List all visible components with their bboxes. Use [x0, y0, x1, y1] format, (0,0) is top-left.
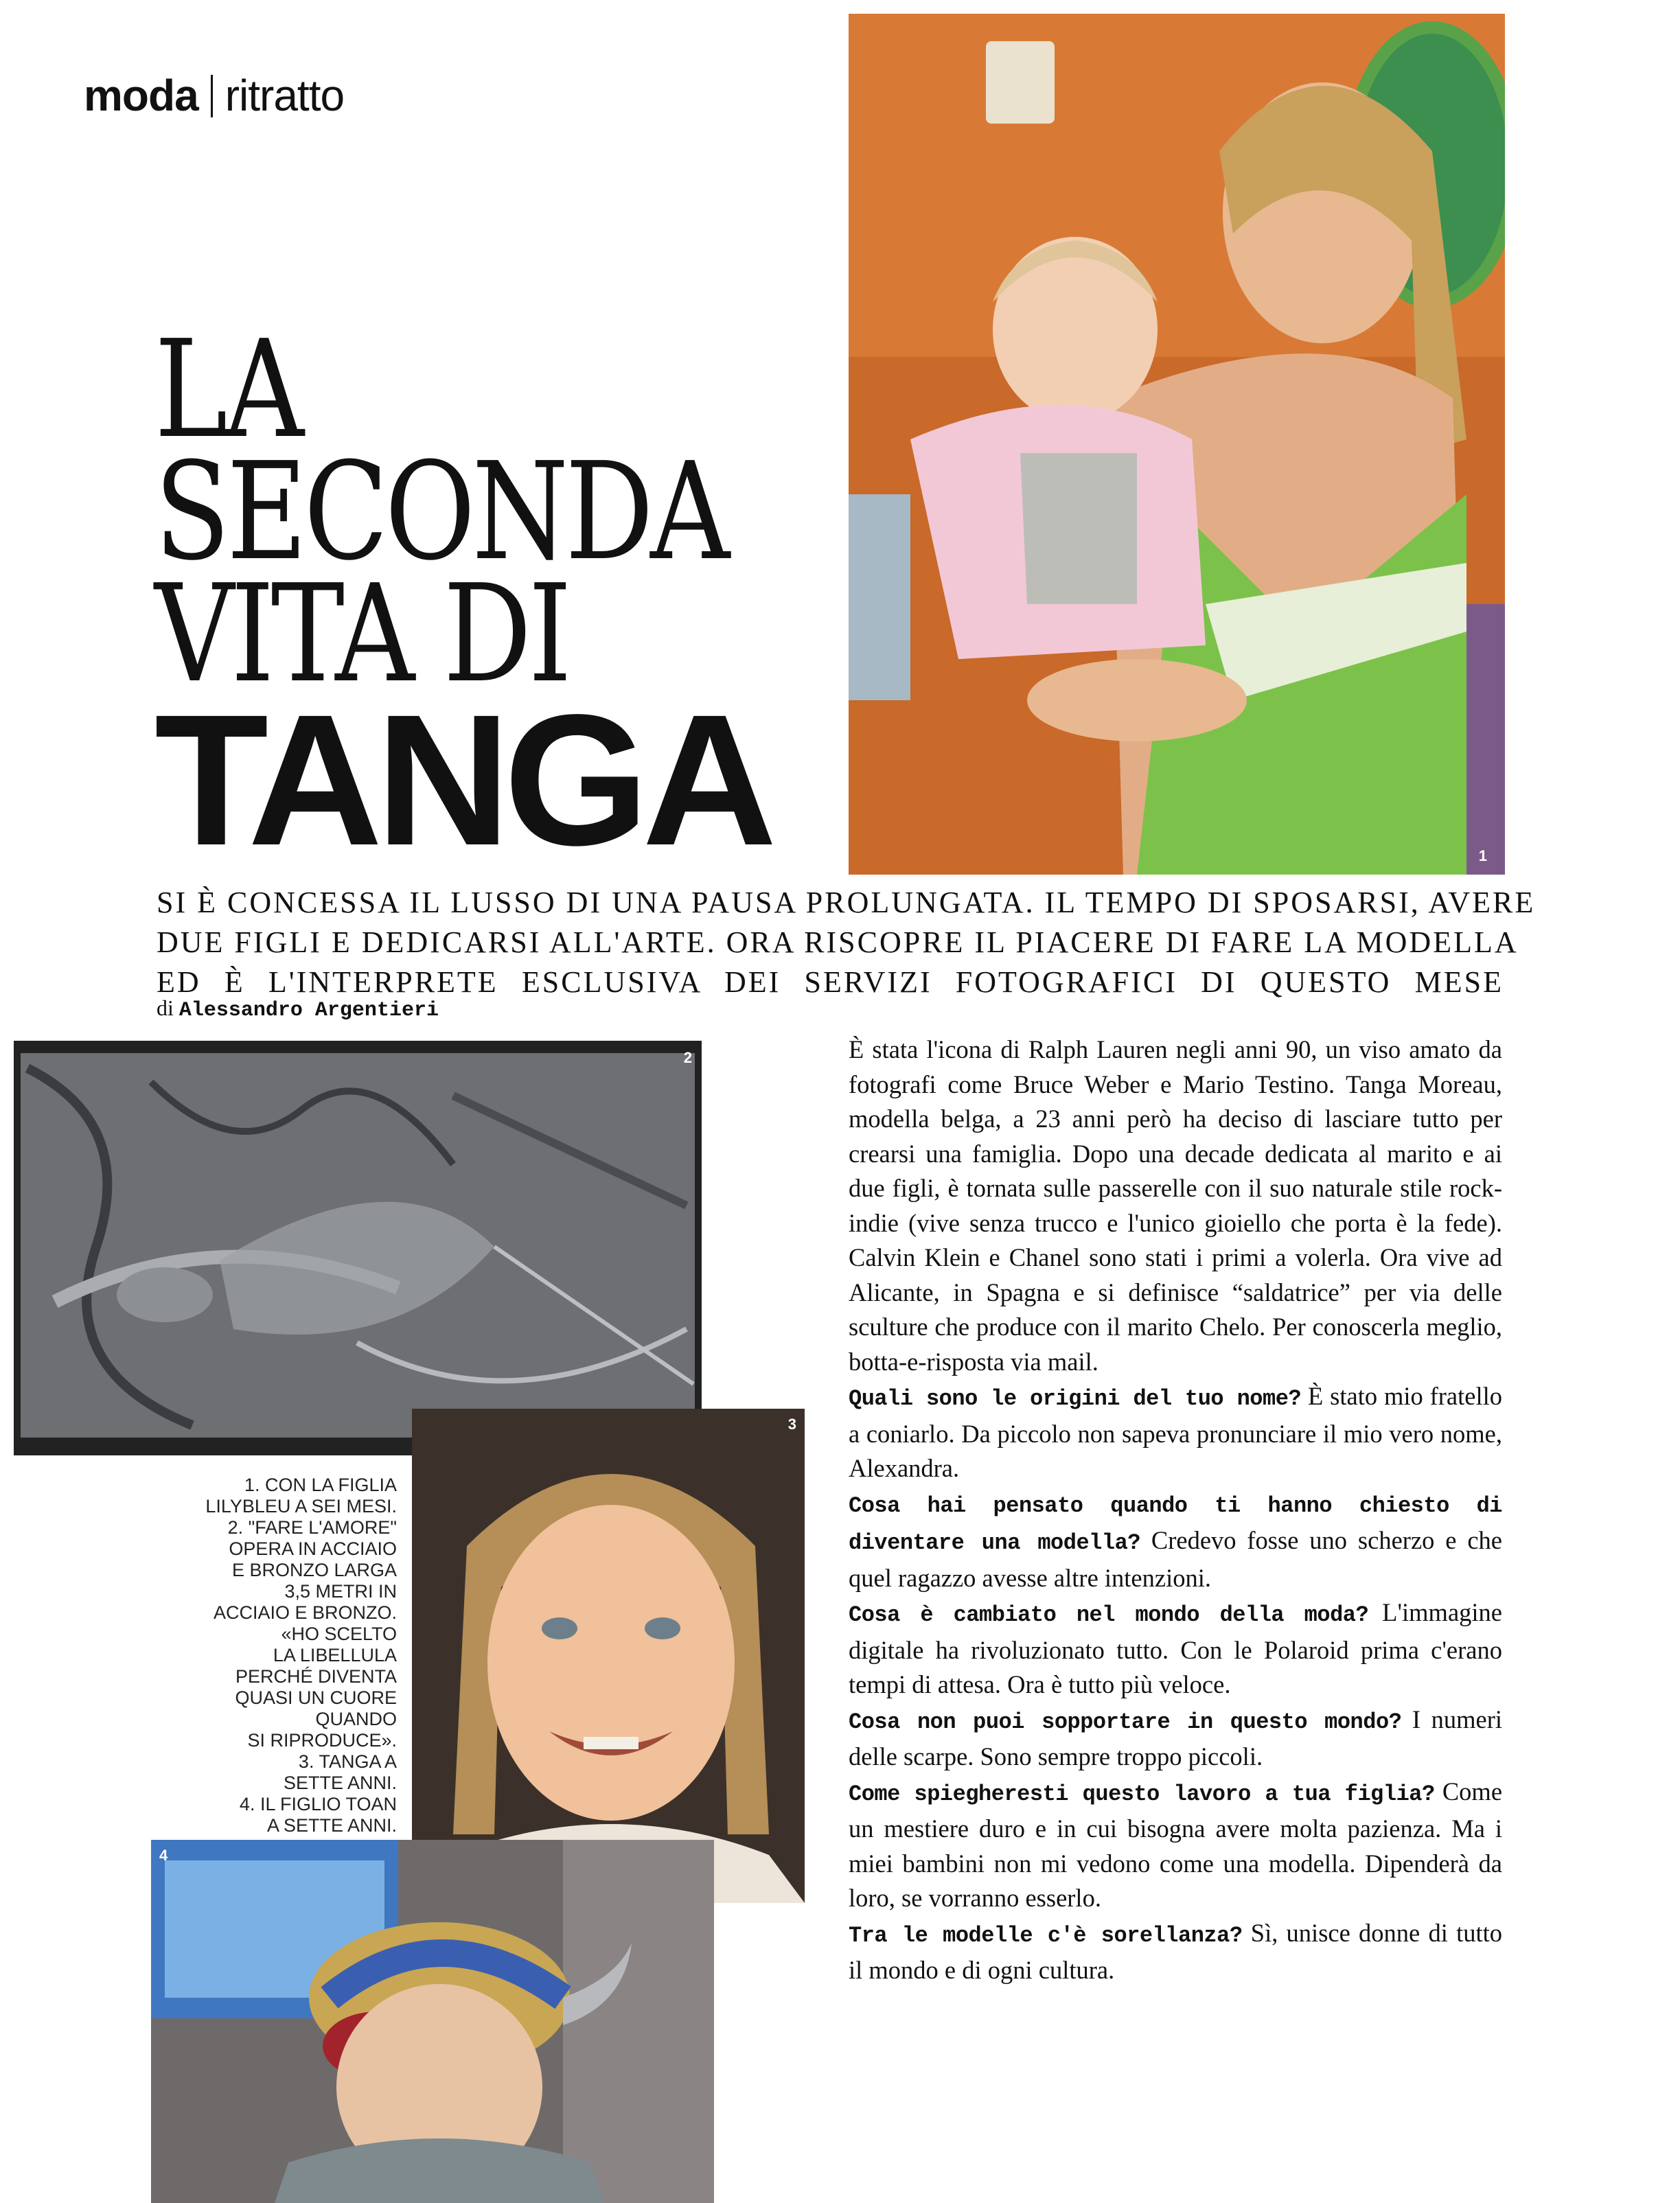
photo-sculpture: [14, 1041, 702, 1455]
title-line-3: VITA DI: [154, 556, 569, 713]
photo-1-image: [849, 14, 1505, 875]
caption-line: LA LIBELLULA: [273, 1645, 397, 1665]
caption-line: QUANDO: [315, 1709, 397, 1729]
qa-item: [849, 1703, 1502, 1775]
deck: [157, 883, 1536, 1002]
photo-4-number: 4: [159, 1847, 168, 1864]
photo-mother-baby: [849, 14, 1505, 875]
photo-2-image: [14, 1041, 702, 1455]
section-header: [84, 70, 344, 121]
qa-item: [849, 1916, 1502, 1988]
photo-3-image: [412, 1409, 805, 1903]
article-body: [849, 1033, 1502, 1988]
qa-answer: L'immagine digitale ha rivoluzionato tutto. Con le Polaroid prima c'erano tempi di attesa. Ora è tutto più veloce.: [849, 1598, 1502, 1698]
deck-line-1: SI È CONCESSA IL LUSSO DI UNA PAUSA PROLUNGATA. IL TEMPO DI SPOSARSI, AVERE: [157, 886, 1536, 919]
qa-answer: Sì, unisce donne di tutto il mondo e di ogni cultura.: [849, 1918, 1503, 1984]
qa-question: Cosa non puoi sopportare in questo mondo?: [849, 1709, 1402, 1735]
qa-question: Cosa hai pensato quando ti hanno chiesto di diventare una modella?: [849, 1492, 1502, 1556]
caption-line: A SETTE ANNI.: [266, 1815, 397, 1836]
caption-line: SETTE ANNI.: [283, 1773, 397, 1793]
caption-line: 1. CON LA FIGLIA: [244, 1475, 397, 1495]
qa-answer: È stato mio fratello a coniarlo. Da piccolo non sapeva pronunciare il mio vero nome, Alexandra.: [849, 1382, 1503, 1482]
caption-line: «HO SCELTO: [281, 1624, 397, 1644]
caption-line: LILYBLEU A SEI MESI.: [205, 1496, 397, 1516]
qa-item: [849, 1595, 1502, 1703]
photo-4-image: [151, 1840, 714, 2203]
title-line-2: SECONDA: [154, 434, 727, 590]
article-intro: È stata l'icona di Ralph Lauren negli anni 90, un viso amato da fotografi come Bruce Weber e Mario Testino. Tanga Moreau, modella belga, a 23 anni però ha deciso di lasciare tutto per crearsi una famiglia. Dopo una decade dedicata al marito e ai due figli, è tornata sulle passerelle con il suo naturale stile rock-indie (vive senza trucco e l'unico gioiello che porta è la fede). Calvin Klein e Chanel sono stati i primi a volerla. Ora vive ad Alicante, in Spagna e si definisce “saldatrice” per via delle sculture che produce con il marito Chelo. Per conoscerla meglio, botta-e-risposta via mail.: [849, 1035, 1502, 1376]
photo-1-number: 1: [1478, 847, 1487, 864]
byline: [157, 995, 439, 1022]
section-subname: ritratto: [225, 71, 345, 120]
qa-question: Tra le modelle c'è sorellanza?: [849, 1922, 1243, 1948]
byline-author: Alessandro Argentieri: [179, 999, 439, 1022]
qa-item: [849, 1379, 1502, 1486]
caption-line: SI RIPRODUCE».: [247, 1730, 397, 1751]
caption-line: 3,5 METRI IN: [284, 1581, 397, 1602]
photo-3-number: 3: [787, 1416, 796, 1433]
qa-item: [849, 1775, 1502, 1916]
title-line-4: TANGA: [154, 676, 770, 884]
deck-line-2: DUE FIGLI E DEDICARSI ALL'ARTE. ORA RISCOPRE IL PIACERE DI FARE LA MODELLA: [157, 925, 1519, 959]
caption-line: 3. TANGA A: [298, 1751, 397, 1772]
qa-question: Quali sono le origini del tuo nome?: [849, 1386, 1302, 1411]
qa-answer: Come un mestiere duro e in cui bisogna avere molta pazienza. Ma i miei bambini non mi vedono come una modella. Dipenderà da loro, se vorranno esserlo.: [849, 1777, 1503, 1912]
caption-line: QUASI UN CUORE: [235, 1687, 397, 1708]
byline-prefix: di: [157, 995, 174, 1020]
caption-line: 4. IL FIGLIO TOAN: [239, 1794, 397, 1814]
qa-question: Cosa è cambiato nel mondo della moda?: [849, 1602, 1369, 1628]
photo-girl: [412, 1409, 805, 1903]
caption-line: OPERA IN ACCIAIO: [229, 1538, 397, 1559]
qa-question: Come spiegheresti questo lavoro a tua figlia?: [849, 1781, 1435, 1807]
title-line-1: LA: [154, 312, 301, 468]
deck-line-3: ED È L'INTERPRETE ESCLUSIVA DEI SERVIZI FOTOGRAFICI DI QUESTO MESE: [157, 965, 1504, 999]
photo-boy-helmet: [151, 1840, 714, 2203]
photo-caption: [165, 1475, 397, 1836]
photo-2-number: 2: [683, 1049, 692, 1066]
caption-line: 2. "FARE L'AMORE": [227, 1517, 397, 1538]
qa-item: [849, 1486, 1502, 1596]
section-divider: [211, 75, 213, 117]
caption-line: E BRONZO LARGA: [231, 1560, 397, 1580]
qa-answer: I numeri delle scarpe. Sono sempre troppo piccoli.: [849, 1705, 1502, 1771]
qa-answer: Credevo fosse uno scherzo e che quel ragazzo avesse altre intenzioni.: [849, 1526, 1503, 1592]
caption-line: ACCIAIO E BRONZO.: [213, 1602, 397, 1623]
section-name: moda: [84, 71, 198, 120]
caption-line: PERCHÉ DIVENTA: [235, 1666, 397, 1687]
